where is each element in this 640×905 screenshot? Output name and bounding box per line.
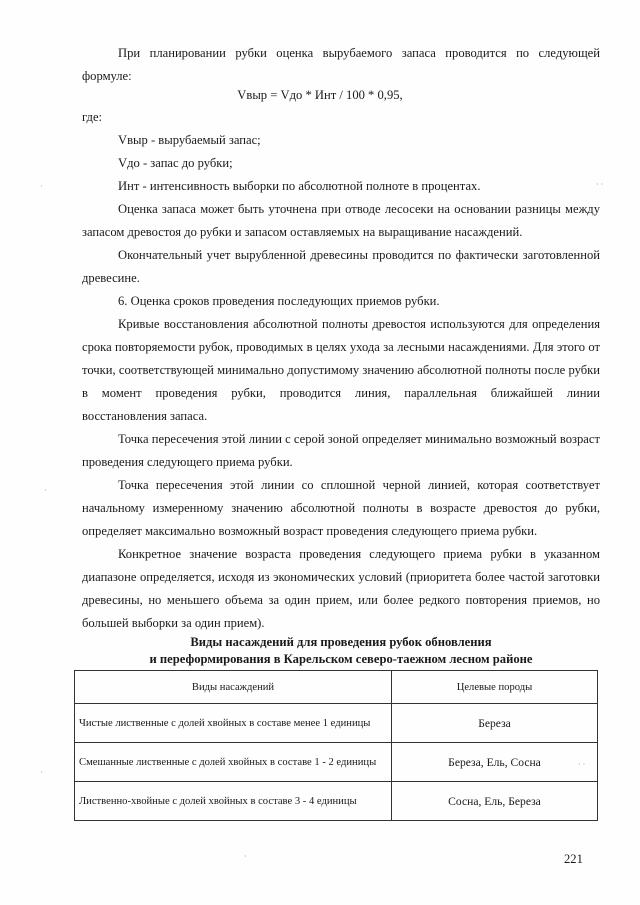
paragraph-stock-estimate: Оценка запаса может быть уточнена при отводе лесосеки на основании разницы между запасом древостоя до рубки и запасом оставляемых на выращивание насаждений.: [82, 202, 600, 239]
table-header-row: [75, 671, 598, 704]
cell-stand-type: Лиственно-хвойные с долей хвойных в составе 3 - 4 единицы: [75, 782, 392, 821]
header-target-species: Целевые породы: [392, 671, 598, 704]
paragraph-black-line: Точка пересечения этой линии со сплошной черной линией, которая соответствует начальному измеренному значению абсолютной полноты в возрасте древостоя до рубки, определяет максимально возможный возраст проведения следующего приема рубки.: [82, 478, 600, 538]
table-row: [75, 782, 598, 821]
scan-speck: · ·: [596, 180, 604, 189]
paragraph-formula-intro: При планировании рубки оценка вырубаемого запаса проводится по следующей формуле:: [82, 46, 600, 83]
definition-v-cut: Vвыр - вырубаемый запас;: [118, 133, 261, 147]
scan-speck: ·: [40, 768, 43, 777]
cell-target-species: Береза: [392, 704, 598, 743]
paragraph-recovery-curves: Кривые восстановления абсолютной полноты древостоя используются для определения срока повторяемости рубок, проводимых в целях ухода за лесными насаждениями. Для этого от точки, соответствующей минимально допустимому значению абсолютной полноты после рубки в момент проведения рубки, проводится линия, параллельная ближайшей линии восстановления запаса.: [82, 317, 600, 423]
cell-target-species: Береза, Ель, Сосна: [392, 743, 598, 782]
scan-speck: · ·: [578, 760, 586, 769]
cell-target-species: Сосна, Ель, Береза: [392, 782, 598, 821]
definition-intensity: Инт - интенсивность выборки по абсолютной полноте в процентах.: [118, 179, 481, 193]
table-caption-line-2: и переформирования в Карельском северо-таежном лесном районе: [149, 652, 533, 666]
table-caption-line-1: Виды насаждений для проведения рубок обновления: [190, 635, 492, 649]
where-label: где:: [82, 110, 103, 124]
stand-types-table: [74, 670, 598, 821]
table-row: [75, 743, 598, 782]
paragraph-grey-zone: Точка пересечения этой линии с серой зоной определяет минимально возможный возраст проведения следующего приема рубки.: [82, 432, 600, 469]
page-number: 221: [564, 852, 583, 866]
table-row: [75, 704, 598, 743]
formula: Vвыр = Vдо * Инт / 100 * 0,95,: [237, 88, 403, 102]
section-heading-6: 6. Оценка сроков проведения последующих приемов рубки.: [118, 294, 440, 308]
scan-speck: ·: [44, 486, 47, 495]
header-stand-types: Виды насаждений: [75, 671, 392, 704]
cell-stand-type: Чистые лиственные с долей хвойных в составе менее 1 единицы: [75, 704, 392, 743]
scan-speck: ·: [40, 182, 43, 191]
cell-stand-type: Смешанные лиственные с долей хвойных в составе 1 - 2 единицы: [75, 743, 392, 782]
paragraph-final-account: Окончательный учет вырубленной древесины проводится по фактически заготовленной древесине.: [82, 248, 600, 285]
paragraph-economic-conditions: Конкретное значение возраста проведения следующего приема рубки в указанном диапазоне определяется, исходя из экономических условий (приоритета более частой заготовки древесины, но меньшего объема за один прием, или более редкого повторения приемов, но большей выборки за один прием).: [82, 547, 600, 630]
definition-v-before: Vдо - запас до рубки;: [118, 156, 233, 170]
scan-speck: ·: [244, 852, 247, 861]
